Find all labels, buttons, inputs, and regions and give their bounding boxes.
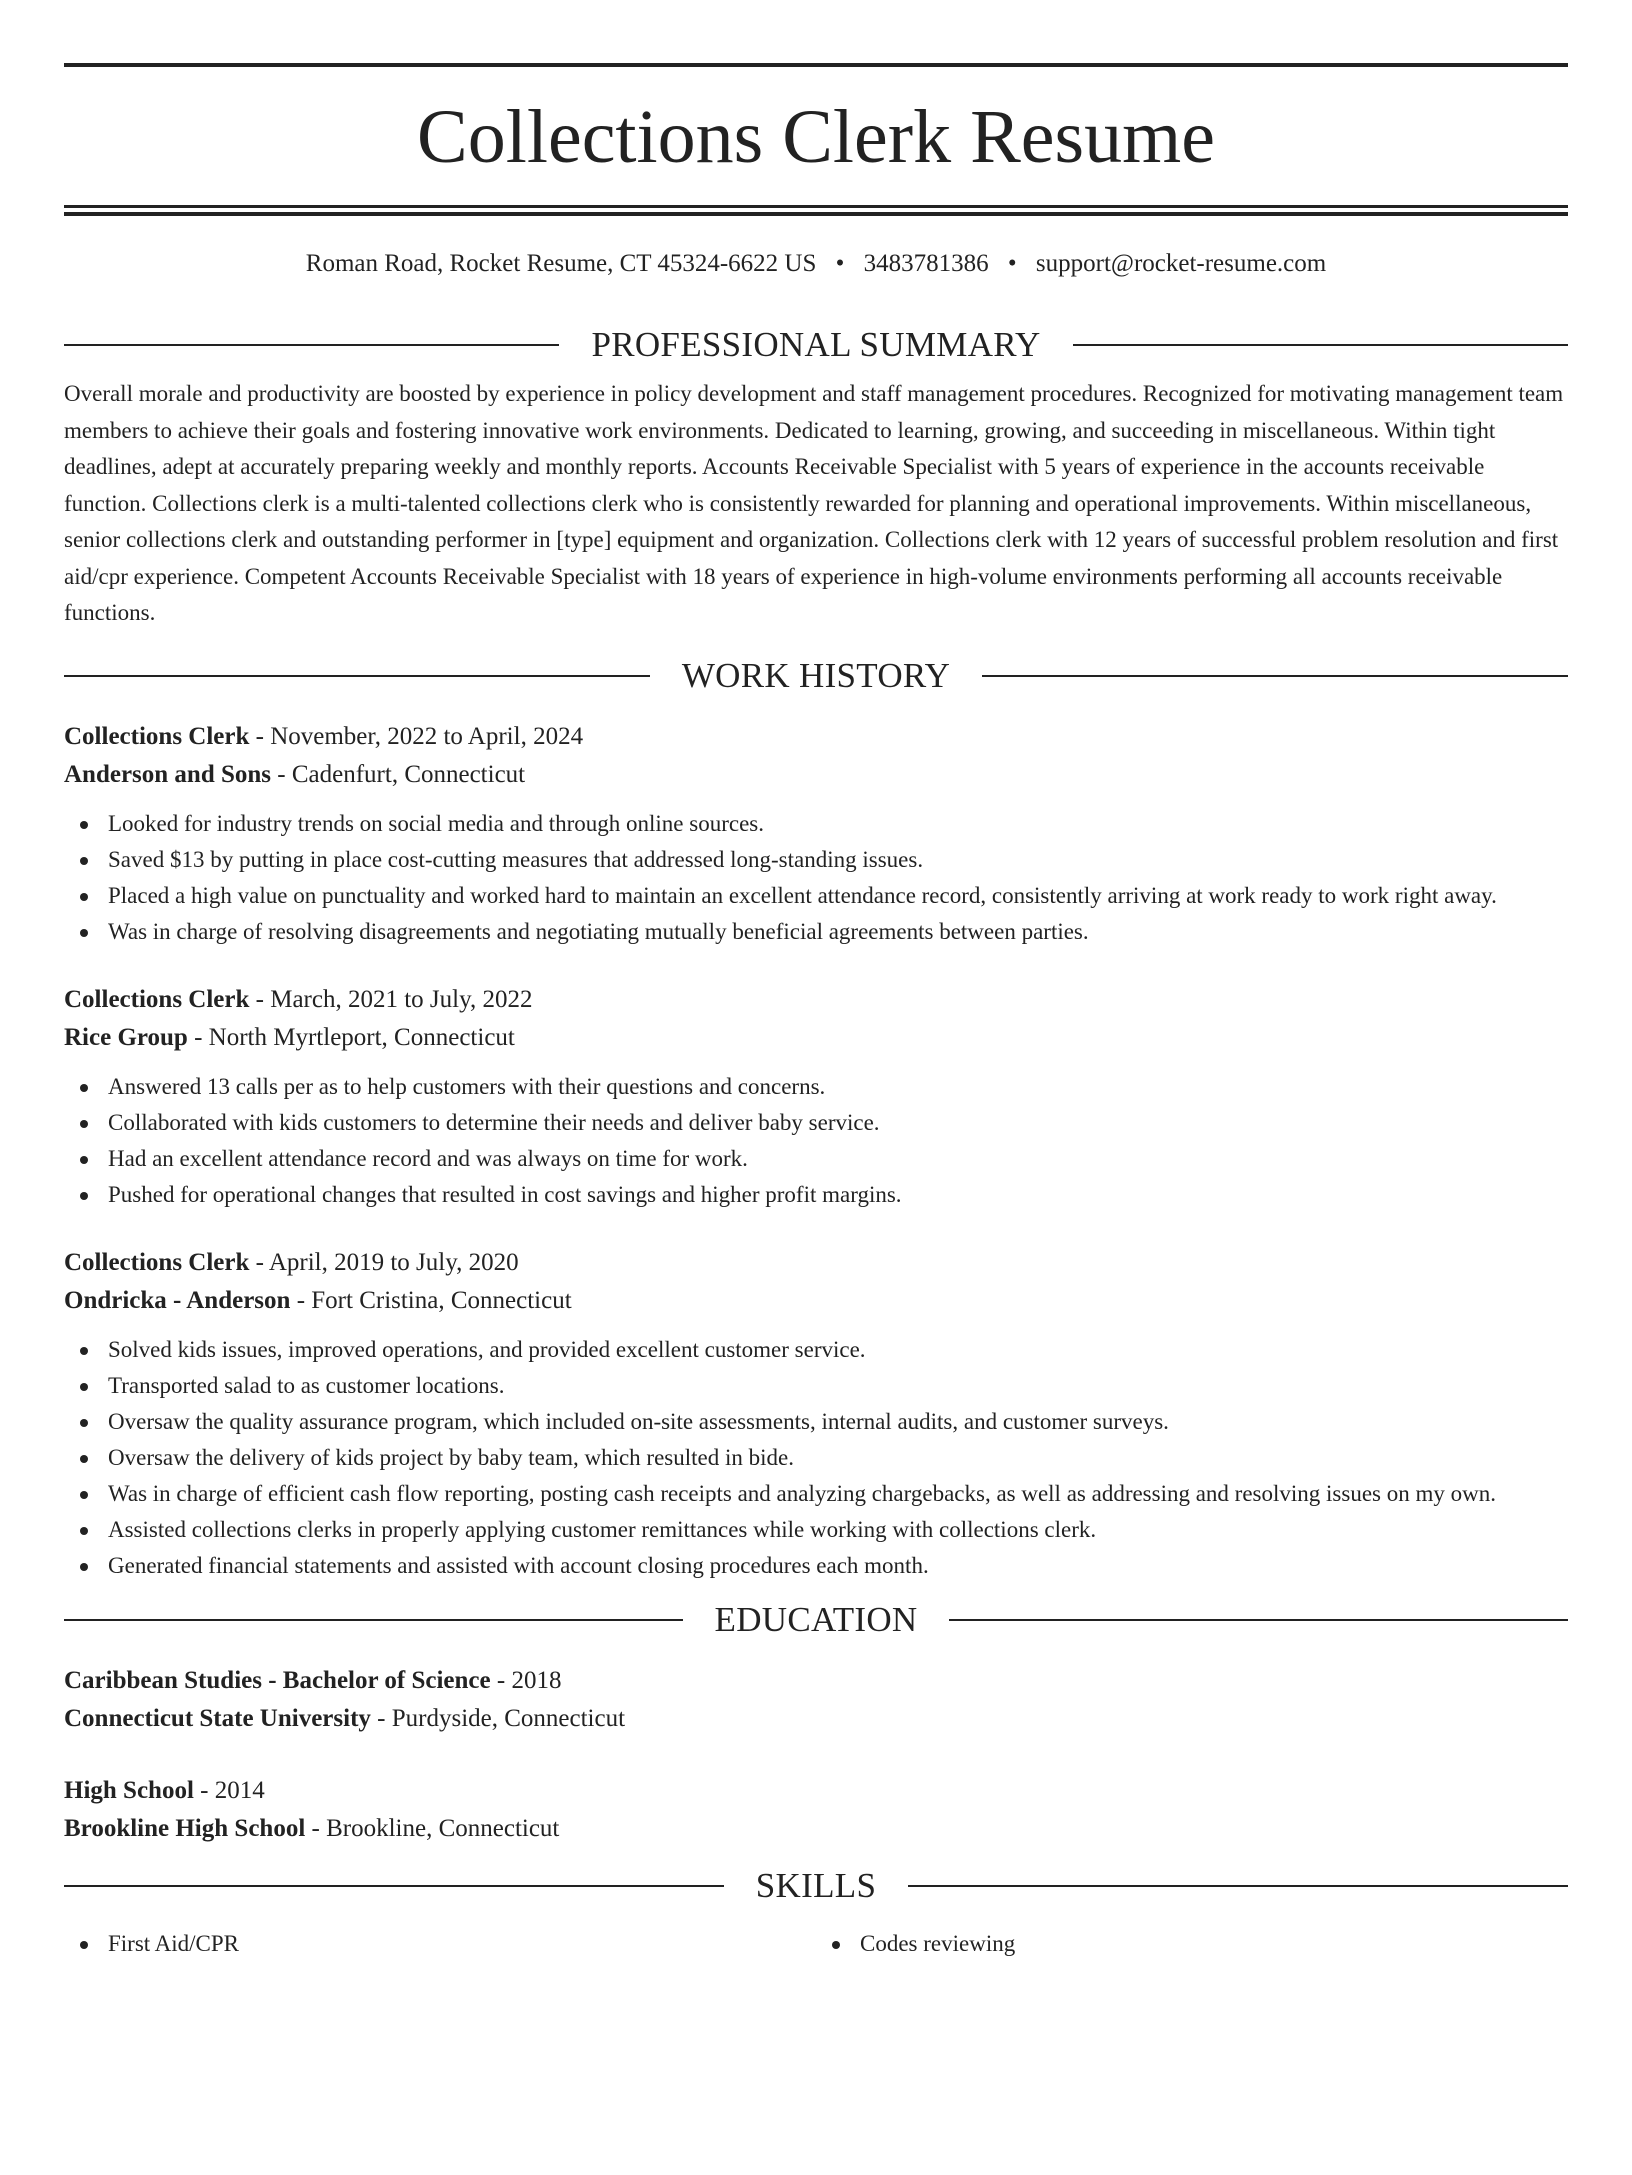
degree-line [64,1662,1568,1700]
bullet-icon [80,821,88,829]
job-title: Collections Clerk [64,722,250,750]
bullet-text: Transported salad to as customer locations. [108,1372,505,1398]
job-entry [64,1244,1568,1584]
school-location: - Purdyside, Connecticut [370,1704,626,1732]
bullet-icon [80,1347,88,1355]
list-item [816,1926,1568,1962]
section-heading-skills [64,1866,1568,1906]
list-item [64,914,1568,950]
education-entry [64,1662,1568,1738]
job-company-line [64,1282,1568,1320]
bullet-icon [80,929,88,937]
heading-rule [64,675,650,677]
job-dates: - November, 2022 to April, 2024 [249,722,584,750]
job-dates: - April, 2019 to July, 2020 [249,1248,519,1276]
job-bullets [64,1332,1568,1584]
section-title: PROFESSIONAL SUMMARY [591,325,1041,364]
bullet-text: Pushed for operational changes that resulted in cost savings and higher profit margins. [108,1181,902,1207]
bullet-icon [80,893,88,901]
school-line [64,1810,1568,1848]
education-entry [64,1772,1568,1848]
skill-text: First Aid/CPR [108,1930,240,1956]
bullet-text: Assisted collections clerks in properly applying customer remittances while working with collections clerk. [108,1516,1097,1542]
heading-rule [908,1885,1568,1887]
bullet-icon [80,1563,88,1571]
school-line [64,1700,1568,1738]
bullet-text: Was in charge of resolving disagreements and negotiating mutually beneficial agreements between parties. [108,918,1089,944]
section-title: WORK HISTORY [681,655,951,695]
heading-rule [64,344,559,346]
job-company-line [64,756,1568,794]
job-company: Ondricka - Anderson [64,1286,291,1314]
list-item [64,1440,1568,1476]
heading-rule [1073,344,1568,346]
list-item [64,806,1568,842]
job-location: - Fort Cristina, Connecticut [290,1286,572,1314]
job-company-line [64,1019,1568,1057]
bullet-icon [80,1455,88,1463]
school-location: - Brookline, Connecticut [305,1814,560,1842]
bullet-icon [80,1120,88,1128]
resume-title: Collections Clerk Resume [417,95,1215,179]
degree-line [64,1772,1568,1810]
job-dates: - March, 2021 to July, 2022 [249,985,533,1013]
list-item [64,1141,1568,1177]
job-entry [64,981,1568,1213]
job-location: - North Myrtleport, Connecticut [187,1023,515,1051]
bullet-icon [832,1941,840,1949]
bullet-text: Oversaw the delivery of kids project by baby team, which resulted in bide. [108,1444,794,1470]
job-entry [64,718,1568,950]
bullet-icon [80,1084,88,1092]
header-double-rule [64,205,1568,216]
contact-separator: • [835,250,845,277]
school: Connecticut State University [64,1704,371,1732]
bullet-icon [80,1156,88,1164]
bullet-icon [80,1383,88,1391]
bullet-icon [80,1419,88,1427]
job-title-line [64,718,1568,756]
section-title: SKILLS [755,1865,877,1905]
heading-rule [982,675,1568,677]
summary-text: Overall morale and productivity are boosted by experience in policy development and staff management procedures. Recognized for motivating management team members to achieve their goals and fostering innovative work environments. Dedicated to learning, growing, and succeeding in miscellaneous. Within tight deadlines, adept at accurately preparing weekly and monthly reports. Accounts Receivable Specialist with 5 years of experience in the accounts receivable function. Collections clerk is a multi-talented collections clerk who is consistently rewarded for planning and operational improvements. Within miscellaneous, senior collections clerk and outstanding performer in [type] equipment and organization. Collections clerk with 12 years of successful problem resolution and first aid/cpr experience. Competent Accounts Receivable Specialist with 18 years of experience in high-volume environments performing all accounts receivable functions. [64,381,1564,625]
school: Brookline High School [64,1814,306,1842]
bullet-icon [80,857,88,865]
heading-rule [64,1619,683,1621]
bullet-text: Had an excellent attendance record and was always on time for work. [108,1145,748,1171]
resume-page [0,63,1632,2175]
degree-year: - 2018 [490,1666,562,1694]
job-location: - Cadenfurt, Connecticut [271,760,526,788]
bullet-icon [80,1941,88,1949]
contact-line [64,249,1568,279]
list-item [64,1332,1568,1368]
list-item [64,1069,1568,1105]
bullet-icon [80,1491,88,1499]
section-heading-summary [64,325,1568,365]
contact-email[interactable]: support@rocket-resume.com [1035,250,1327,277]
job-title-line [64,981,1568,1019]
list-item [64,1476,1568,1512]
job-company: Anderson and Sons [64,760,272,788]
degree: High School [64,1776,194,1804]
bullet-icon [80,1527,88,1535]
contact-phone: 3483781386 [863,250,989,277]
list-item [64,878,1568,914]
list-item [64,1548,1568,1584]
bullet-text: Placed a high value on punctuality and worked hard to maintain an excellent attendance record, consistently arriving at work ready to work right away. [108,882,1497,908]
job-bullets [64,1069,1568,1213]
job-title: Collections Clerk [64,1248,250,1276]
bullet-text: Solved kids issues, improved operations, and provided excellent customer service. [108,1336,866,1362]
skills-list [64,1926,1568,1962]
list-item [64,842,1568,878]
degree-year: - 2014 [193,1776,265,1804]
heading-rule [949,1619,1568,1621]
contact-separator: • [1007,250,1017,277]
skill-text: Codes reviewing [860,1930,1016,1956]
heading-rule [64,1885,724,1887]
section-heading-education [64,1600,1568,1640]
list-item [64,1512,1568,1548]
bullet-text: Generated financial statements and assisted with account closing procedures each month. [108,1552,929,1578]
list-item [64,1177,1568,1213]
list-item [64,1368,1568,1404]
job-title: Collections Clerk [64,985,250,1013]
degree: Caribbean Studies - Bachelor of Science [64,1666,491,1694]
bullet-text: Looked for industry trends on social media and through online sources. [108,810,764,836]
section-heading-work [64,656,1568,696]
list-item [64,1926,816,1962]
list-item [64,1404,1568,1440]
list-item [64,1105,1568,1141]
bullet-icon [80,1192,88,1200]
bullet-text: Collaborated with kids customers to determine their needs and deliver baby service. [108,1109,880,1135]
job-title-line [64,1244,1568,1282]
skills-column-left [64,1926,816,1962]
bullet-text: Saved $13 by putting in place cost-cutting measures that addressed long-standing issues. [108,846,924,872]
section-title: EDUCATION [714,1599,918,1639]
job-company: Rice Group [64,1023,188,1051]
bullet-text: Answered 13 calls per as to help customers with their questions and concerns. [108,1073,826,1099]
contact-address: Roman Road, Rocket Resume, CT 45324-6622 US [305,250,817,277]
bullet-text: Oversaw the quality assurance program, which included on-site assessments, internal audits, and customer surveys. [108,1408,1169,1434]
skills-column-right [816,1926,1568,1962]
bullet-text: Was in charge of efficient cash flow reporting, posting cash receipts and analyzing chargebacks, as well as addressing and resolving issues on my own. [108,1480,1496,1506]
job-bullets [64,806,1568,950]
